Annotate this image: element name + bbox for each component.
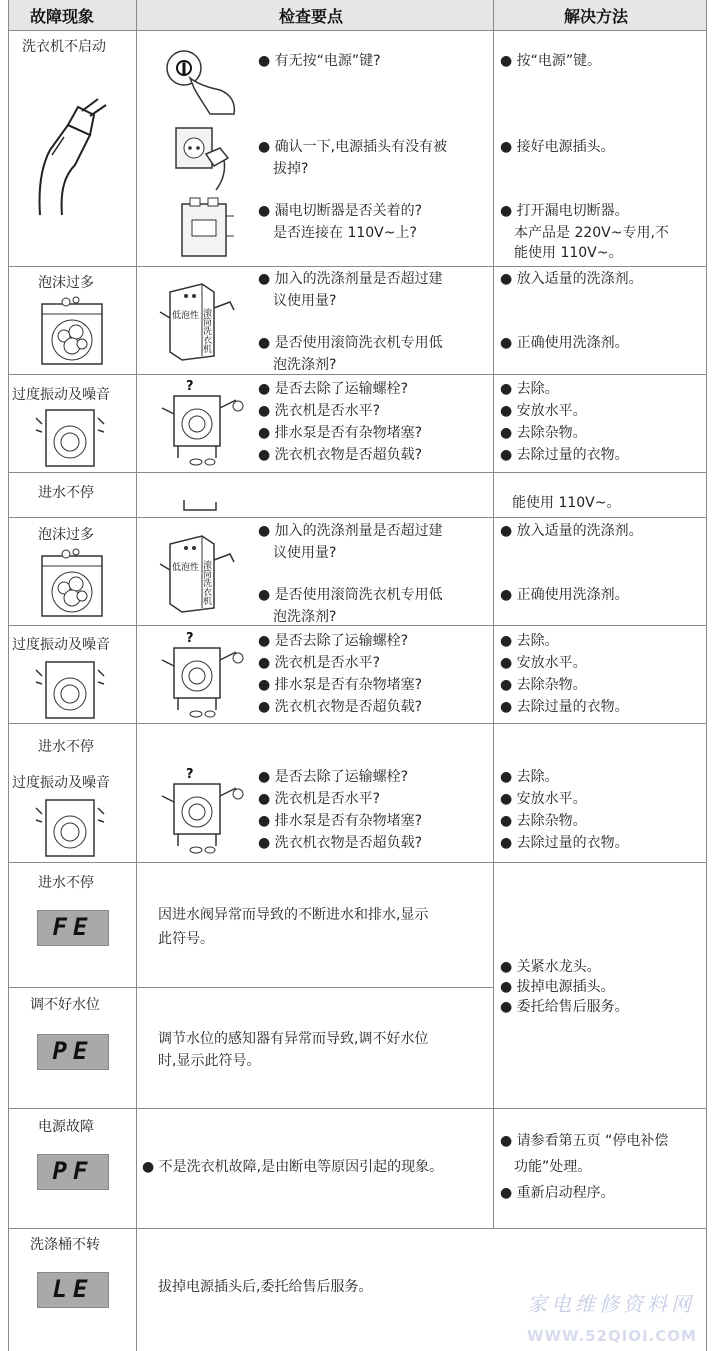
check-text: 泡洗涤剂?	[273, 357, 337, 373]
check-text: ● 是否去除了运输螺栓?	[258, 633, 409, 649]
check-text: 议使用量?	[273, 545, 337, 561]
washer-character-illustration	[156, 378, 246, 468]
breaker-illustration	[178, 196, 248, 260]
check-text: 议使用量?	[273, 293, 337, 309]
solution-text: ● 正确使用洗涤剂。	[500, 587, 629, 603]
col-divider	[136, 0, 137, 1351]
svg-text:I: I	[181, 59, 187, 78]
header-label: 故障现象	[30, 7, 95, 26]
row-divider	[8, 1228, 707, 1229]
header-label: 检查要点	[279, 7, 344, 26]
row-divider	[8, 472, 707, 473]
row-divider	[8, 987, 494, 988]
foam-washer-icon	[38, 548, 108, 620]
check-text: ● 洗衣机衣物是否超负载?	[258, 835, 423, 851]
check-text: 调节水位的感知器有异常而导致,调不好水位	[158, 1031, 429, 1047]
solution-text: ● 请参看第五页 “停电补偿	[500, 1133, 669, 1149]
error-code: PE	[52, 1037, 94, 1065]
header-col1	[8, 0, 136, 30]
solution-text: ● 正确使用洗涤剂。	[500, 335, 629, 351]
symptom-label: 洗衣机不启动	[22, 39, 106, 55]
solution-text: ● 重新启动程序。	[500, 1185, 615, 1201]
box-label-left: 低泡性	[172, 563, 200, 573]
vibrating-washer-icon	[32, 404, 108, 468]
solution-text: ● 去除。	[500, 769, 559, 785]
check-text: ● 洗衣机衣物是否超负载?	[258, 447, 423, 463]
check-power-key: ● 有无按“电源”键?	[258, 53, 381, 69]
solution-text: ● 去除杂物。	[500, 677, 587, 693]
solution-text: ● 安放水平。	[500, 403, 587, 419]
check-breaker-a: ● 漏电切断器是否关着的?	[258, 203, 423, 219]
check-plug-a: ● 确认一下,电源插头有没有被	[258, 139, 448, 155]
detergent-box-illustration	[158, 530, 238, 614]
check-text: 因进水阀异常而导致的不断进水和排水,显示	[158, 907, 429, 923]
symptom-label: 进水不停	[38, 739, 94, 755]
error-code-display	[37, 1154, 109, 1190]
row-divider	[8, 30, 707, 31]
check-plug-b: 拔掉?	[273, 161, 309, 177]
symptom-label: 过度振动及噪音	[12, 637, 110, 653]
error-code-display	[37, 910, 109, 946]
symptom-label: 调不好水位	[30, 997, 100, 1013]
power-button-icon	[158, 44, 240, 116]
row-divider	[8, 266, 707, 267]
watermark-url: WWW.52QIOI.COM	[526, 1327, 697, 1345]
check-breaker-b: 是否连接在 110V~上?	[273, 225, 417, 241]
table-border-right	[706, 0, 707, 1351]
solution-text: ● 去除。	[500, 633, 559, 649]
svg-text:?: ?	[186, 379, 194, 394]
table-border-left	[8, 0, 9, 1351]
partial-illustration	[182, 500, 222, 514]
solution-text: ● 去除。	[500, 381, 559, 397]
solution-text: ● 放入适量的洗涤剂。	[500, 523, 643, 539]
symptom-label: 泡沫过多	[38, 275, 94, 291]
col-divider	[493, 0, 494, 1228]
check-text: ● 加入的洗涤剂量是否超过建	[258, 271, 443, 287]
error-code: PF	[52, 1157, 94, 1185]
check-text: 拔掉电源插头后,委托给售后服务。	[158, 1279, 373, 1295]
solution-text: ● 委托给售后服务。	[500, 999, 629, 1015]
solution-text: ● 打开漏电切断器。	[500, 203, 629, 219]
row-divider	[8, 862, 707, 863]
solution-text: 功能”处理。	[514, 1159, 592, 1175]
box-label-right: 滚筒洗衣机	[201, 308, 211, 353]
symptom-label: 进水不停	[38, 485, 94, 501]
row-divider	[8, 374, 707, 375]
header-col2	[137, 0, 493, 30]
solution-text: ● 去除过量的衣物。	[500, 835, 629, 851]
check-text: 此符号。	[158, 931, 214, 947]
error-code: LE	[52, 1275, 94, 1303]
row-divider	[8, 517, 707, 518]
check-text: 时,显示此符号。	[158, 1053, 261, 1069]
check-text: ● 洗衣机是否水平?	[258, 655, 381, 671]
symptom-label: 泡沫过多	[38, 527, 94, 543]
power-plug-illustration	[20, 95, 110, 220]
check-text: ● 洗衣机衣物是否超负载?	[258, 699, 423, 715]
box-label-right: 滚筒洗衣机	[201, 560, 211, 605]
solution-text: ● 安放水平。	[500, 655, 587, 671]
foam-washer-icon	[38, 296, 108, 368]
header-label: 解决方法	[564, 7, 629, 26]
solution-text: ● 放入适量的洗涤剂。	[500, 271, 643, 287]
error-code-display	[37, 1272, 109, 1308]
symptom-label: 电源故障	[38, 1119, 94, 1135]
box-label-left: 低泡性	[172, 311, 200, 321]
symptom-label: 过度振动及噪音	[12, 387, 110, 403]
check-text: ● 洗衣机是否水平?	[258, 403, 381, 419]
detergent-box-illustration	[158, 278, 238, 362]
symptom-label: 洗涤桶不转	[30, 1237, 100, 1253]
check-text: ● 是否去除了运输螺栓?	[258, 381, 409, 397]
check-text: 泡洗涤剂?	[273, 609, 337, 625]
wall-socket-illustration	[172, 124, 242, 194]
solution-text: ● 关紧水龙头。	[500, 959, 601, 975]
vibrating-washer-icon	[32, 656, 108, 720]
row-divider	[8, 625, 707, 626]
row-divider	[8, 1108, 707, 1109]
check-text: ● 排水泵是否有杂物堵塞?	[258, 677, 423, 693]
solution-text: ● 去除杂物。	[500, 813, 587, 829]
solution-text: 能使用 110V~。	[514, 245, 623, 261]
svg-text:?: ?	[186, 631, 194, 646]
solution-text: ● 去除过量的衣物。	[500, 699, 629, 715]
check-text: ● 排水泵是否有杂物堵塞?	[258, 425, 423, 441]
check-text: ● 不是洗衣机故障,是由断电等原因引起的现象。	[142, 1159, 444, 1175]
header-col3	[494, 0, 707, 30]
washer-character-illustration	[156, 630, 246, 720]
vibrating-washer-icon	[32, 794, 108, 858]
check-text: ● 洗衣机是否水平?	[258, 791, 381, 807]
watermark-text: 家电维修资料网	[527, 1292, 695, 1316]
washer-character-illustration	[156, 766, 246, 856]
check-text: ● 是否去除了运输螺栓?	[258, 769, 409, 785]
solution-text: ● 按“电源”键。	[500, 53, 602, 69]
check-text: ● 是否使用滚筒洗衣机专用低	[258, 335, 443, 351]
error-code-display	[37, 1034, 109, 1070]
solution-text: ● 拔掉电源插头。	[500, 979, 615, 995]
row-divider	[8, 723, 707, 724]
svg-text:?: ?	[186, 767, 194, 782]
check-text: ● 排水泵是否有杂物堵塞?	[258, 813, 423, 829]
solution-text: ● 去除过量的衣物。	[500, 447, 629, 463]
solution-text: ● 安放水平。	[500, 791, 587, 807]
solution-text: ● 去除杂物。	[500, 425, 587, 441]
error-code: FE	[52, 913, 94, 941]
solution-text: 本产品是 220V~专用,不	[514, 225, 669, 241]
symptom-label: 进水不停	[38, 875, 94, 891]
solution-text: ● 接好电源插头。	[500, 139, 615, 155]
check-text: ● 加入的洗涤剂量是否超过建	[258, 523, 443, 539]
solution-text: 能使用 110V~。	[512, 495, 621, 511]
symptom-label: 过度振动及噪音	[12, 775, 110, 791]
check-text: ● 是否使用滚筒洗衣机专用低	[258, 587, 443, 603]
